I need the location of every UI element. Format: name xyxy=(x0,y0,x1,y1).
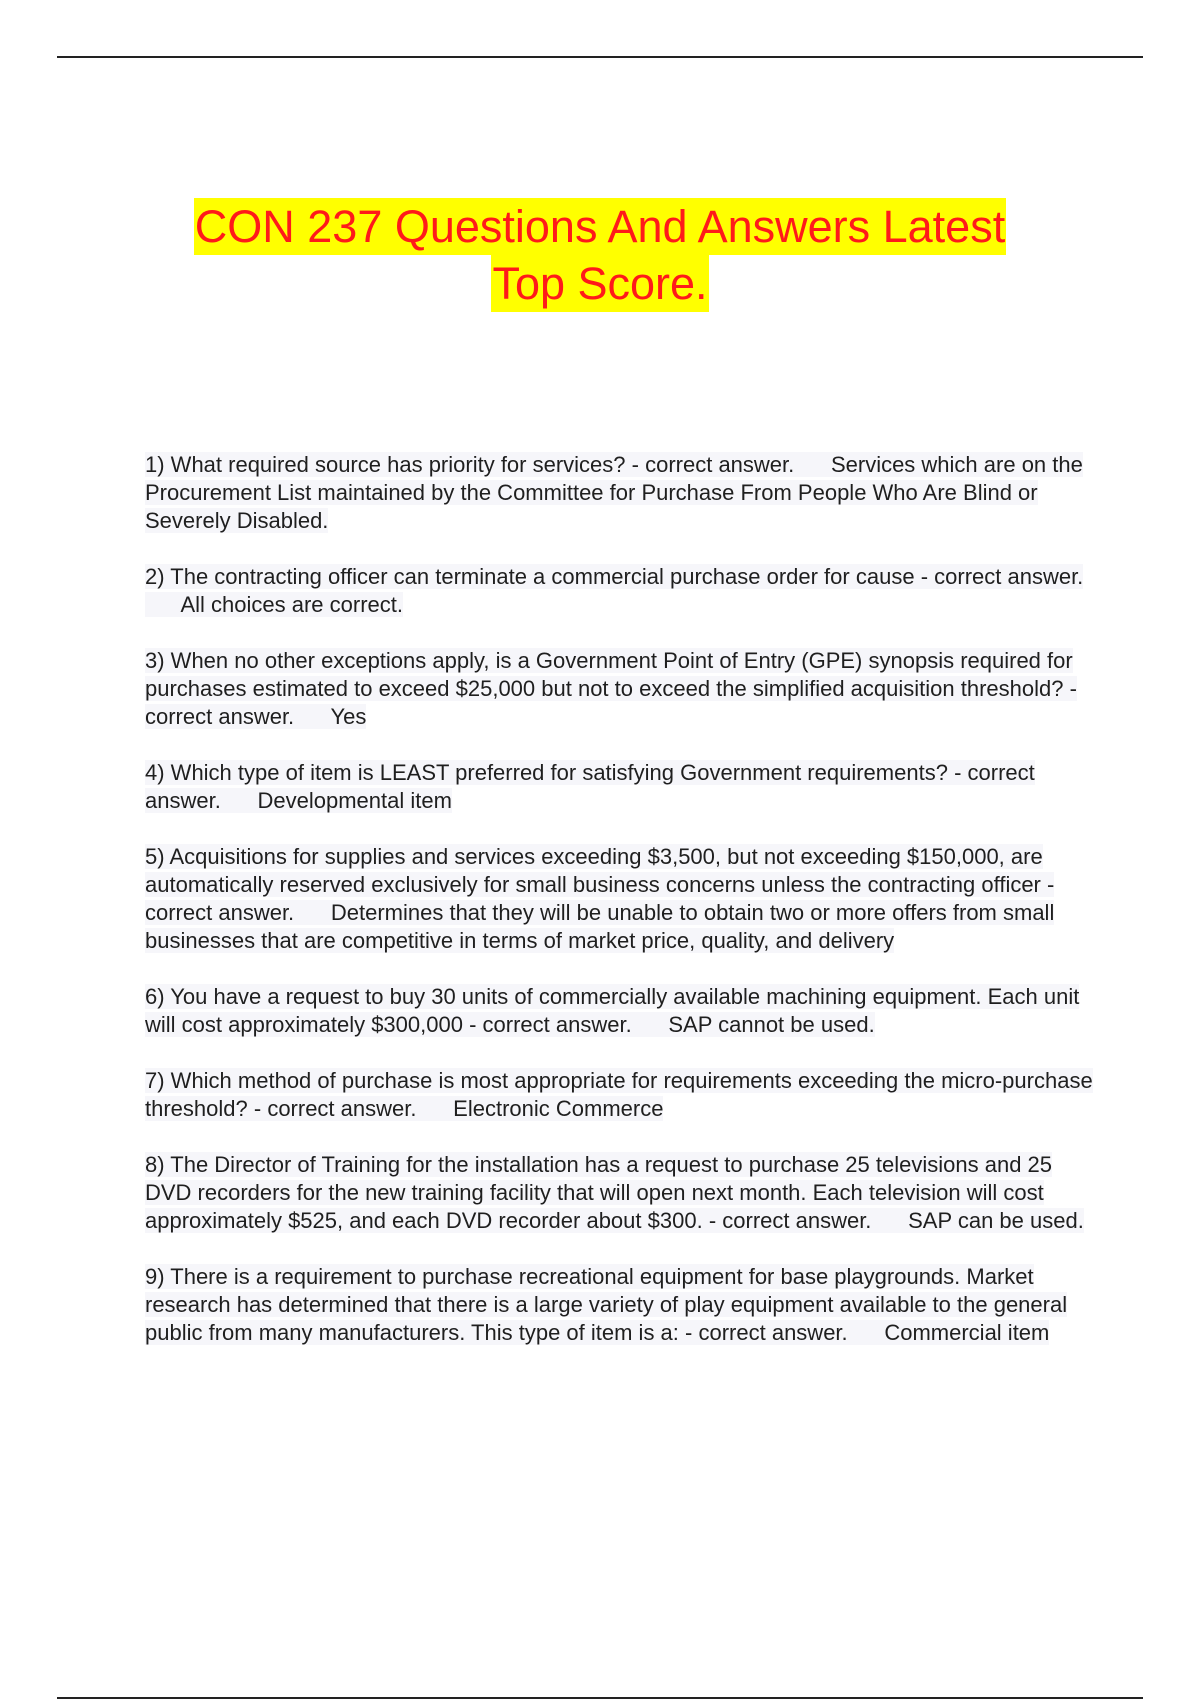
qa-item xyxy=(145,759,1095,815)
answer-marker: - correct answer. xyxy=(631,452,795,477)
top-divider xyxy=(57,56,1143,58)
qa-item xyxy=(145,1263,1095,1347)
answer-text: Determines that they will be unable to obtain two or more offers from small businesses that are competitive in terms of market price, quality, and delivery xyxy=(145,900,1055,953)
question-text: 2) The contracting officer can terminate a commercial purchase order for cause xyxy=(145,564,915,589)
answer-text: Commercial item xyxy=(884,1320,1050,1345)
answer-text: SAP cannot be used. xyxy=(668,1012,875,1037)
qa-item xyxy=(145,451,1095,535)
document-title xyxy=(100,198,1100,312)
question-text: 4) Which type of item is LEAST preferred for satisfying Government requirements? xyxy=(145,760,948,785)
answer-text: Electronic Commerce xyxy=(453,1096,664,1121)
answer-marker: - correct answer. xyxy=(145,760,1035,813)
answer-text: SAP can be used. xyxy=(908,1208,1084,1233)
answer-marker: - correct answer. xyxy=(145,872,1055,925)
title-line-2: Top Score. xyxy=(491,255,708,312)
question-text: 6) You have a request to buy 30 units of commercially available machining equipment. Each unit will cost approximately $300,000 xyxy=(145,984,1080,1037)
answer-marker: - correct answer. xyxy=(685,1320,848,1345)
qa-item xyxy=(145,983,1095,1039)
question-text: 5) Acquisitions for supplies and services exceeding $3,500, but not exceeding $150,000, are automatically reserved exclusively for small business concerns unless the contracting officer xyxy=(145,844,1043,897)
answer-marker: - correct answer. xyxy=(708,1208,872,1233)
answer-marker: - correct answer. xyxy=(920,564,1084,589)
answer-marker: - correct answer. xyxy=(253,1096,417,1121)
question-text: 3) When no other exceptions apply, is a Government Point of Entry (GPE) synopsis required for purchases estimated to exceed $25,000 but not to exceed the simplified acquisition threshold? xyxy=(145,648,1073,701)
qa-item xyxy=(145,563,1095,619)
question-text: 7) Which method of purchase is most appropriate for requirements exceeding the micro-purchase threshold? xyxy=(145,1068,1093,1121)
answer-marker: - correct answer. xyxy=(469,1012,632,1037)
qa-item xyxy=(145,843,1095,955)
answer-text: Developmental item xyxy=(257,788,452,813)
question-text: 8) The Director of Training for the installation has a request to purchase 25 televisions and 25 DVD recorders for the new training facility that will open next month. Each television will cost approximately $525, and each DVD recorder about $300. xyxy=(145,1152,1053,1233)
answer-marker: - correct answer. xyxy=(145,676,1077,729)
question-text: 1) What required source has priority for services? xyxy=(145,452,626,477)
qa-item xyxy=(145,1067,1095,1123)
answer-text: Yes xyxy=(330,704,367,729)
qa-item xyxy=(145,1151,1095,1235)
question-text: 9) There is a requirement to purchase recreational equipment for base playgrounds. Market research has determined that there is a large variety of play equipment available to the general public from many manufacturers. This type of item is a: xyxy=(145,1264,1068,1345)
qa-item xyxy=(145,647,1095,731)
qa-list xyxy=(145,451,1095,1375)
answer-text: All choices are correct. xyxy=(180,592,403,617)
bottom-divider xyxy=(57,1697,1143,1699)
title-line-1: CON 237 Questions And Answers Latest xyxy=(194,198,1006,255)
answer-text: Services which are on the Procurement List maintained by the Committee for Purchase From People Who Are Blind or Severely Disabled. xyxy=(145,452,1083,533)
